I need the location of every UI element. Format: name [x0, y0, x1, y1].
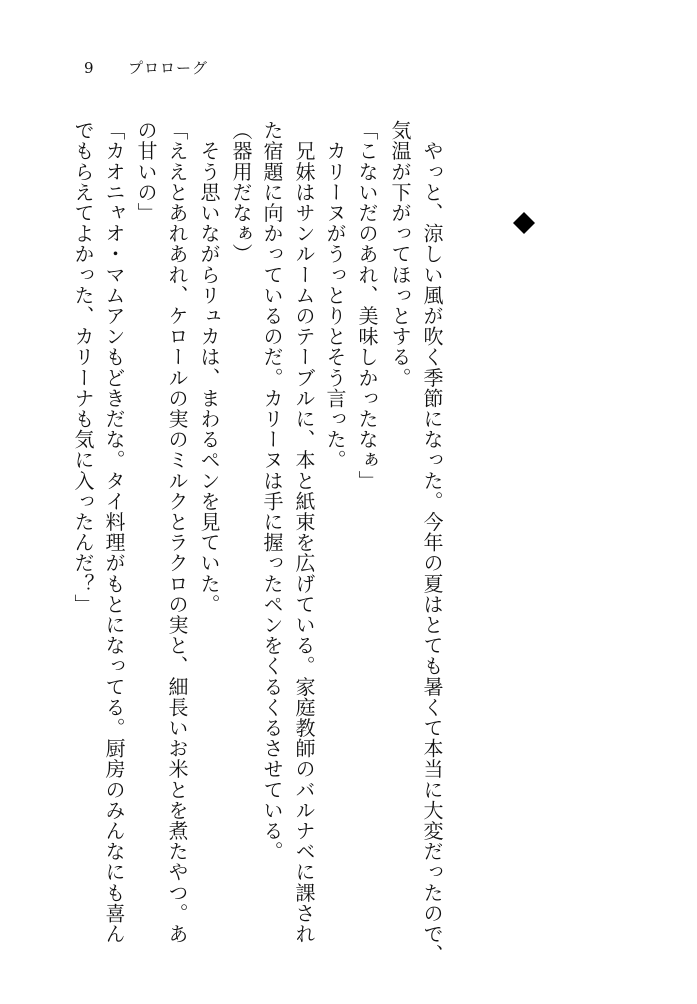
text-line: の甘いの」 — [134, 120, 158, 223]
text-line: （器用だなぁ） — [229, 120, 253, 265]
page-number: 9 — [84, 59, 94, 77]
text-line: そう思いながらリュカは、まわるペンを見ていた。 — [197, 120, 221, 615]
chapter-title: プロローグ — [128, 59, 209, 77]
text-line: 「ええとあれあれ、ケロールの実のミルクとラクロの実と、細長いお米とを煮たやつ。あ — [165, 120, 189, 944]
text-line: 「こないだのあれ、美味しかったなぁ」 — [355, 120, 379, 491]
text-line: 「カオニャオ・マムアンもどきだな。タイ料理がもとになってる。厨房のみんなにも喜ん — [102, 120, 126, 944]
text-line: 兄妹はサンルームのテーブルに、本と紙束を広げている。家庭教師のバルナベに課され — [292, 120, 316, 944]
text-line: 気温が下がってほっとする。 — [388, 120, 412, 388]
text-line: カリーヌがうっとりとそう言った。 — [323, 120, 347, 471]
text-line: でもらえてよかった、カリーナも気に入ったんだ？」 — [71, 120, 95, 615]
text-line: やっと、涼しい風が吹く季節になった。今年の夏はとても暑くて本当に大変だったので、 — [420, 120, 444, 965]
black-diamond-icon — [513, 212, 535, 234]
running-header — [0, 58, 697, 80]
text-line: た宿題に向かっているのだ。カリーヌは手に握ったペンをくるくるさせている。 — [260, 120, 284, 862]
